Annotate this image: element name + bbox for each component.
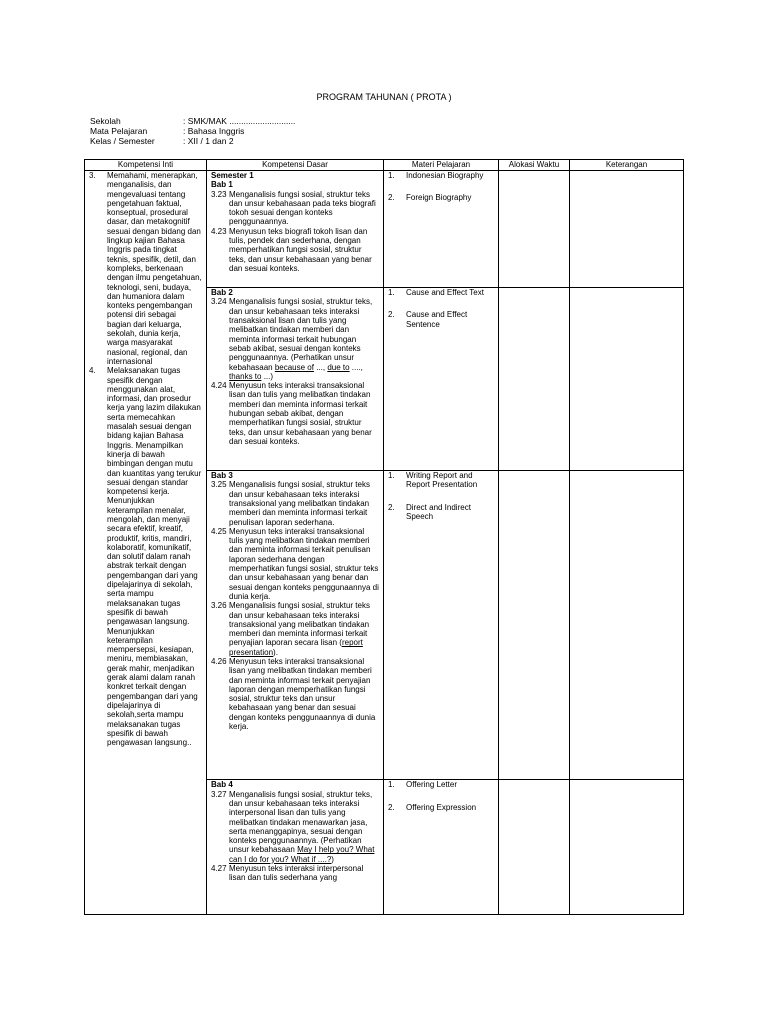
kompetensi-dasar-text	[229, 297, 379, 381]
meta-row-sekolah	[90, 116, 383, 126]
materi-text: Writing Report and Report Presentation	[406, 471, 478, 490]
kompetensi-dasar-item	[211, 657, 379, 731]
materi-cell	[384, 471, 499, 780]
kompetensi-dasar-text	[229, 657, 379, 731]
kompetensi-dasar-text	[229, 790, 379, 864]
kompetensi-dasar-text-part: Menganalisis fungsi sosial, struktur teks dan unsur kebahasaan pada teks biografi tokoh sesuai dengan konteks penggunaannya.	[229, 189, 376, 227]
meta-value: : XII / 1 dan 2	[183, 136, 234, 146]
kompetensi-dasar-text	[229, 527, 379, 601]
materi-item	[388, 471, 494, 490]
table-row	[85, 171, 684, 288]
kompetensi-dasar-number: 3.24	[211, 297, 227, 307]
keterangan-cell	[570, 288, 684, 471]
header-kompetensi-dasar: Kompetensi Dasar	[207, 160, 384, 171]
kompetensi-dasar-underlined-text: due to	[327, 362, 350, 372]
header-kompetensi-inti: Kompetensi Inti	[85, 160, 207, 171]
materi-list	[388, 471, 494, 521]
meta-label: Kelas / Semester	[90, 136, 155, 146]
kompetensi-dasar-text	[229, 601, 379, 657]
materi-item	[388, 310, 494, 329]
bab-label: Bab 2	[211, 288, 233, 298]
materi-cell	[384, 288, 499, 471]
kompetensi-dasar-text-part: ...,	[313, 362, 328, 372]
kompetensi-dasar-text-part: Menganalisis fungsi sosial, struktur teks, dan unsur kebahasaan teks interaksi interpersonal lisan dan tulis yang melibatkan tindakan menawarkan jasa, serta menanggapinya, sesuai dengan konteks penggunaannya. (Perhatikan unsur kebahasaan	[229, 789, 373, 855]
kompetensi-dasar-number: 4.24	[211, 381, 227, 391]
materi-item	[388, 780, 494, 789]
keterangan-cell	[570, 471, 684, 780]
kompetensi-dasar-text	[229, 480, 379, 526]
bab-label: Bab 3	[211, 471, 233, 481]
document-title: PROGRAM TAHUNAN ( PROTA )	[316, 92, 452, 102]
semester-label: Semester 1	[211, 171, 254, 180]
kompetensi-inti-text: Memahami, menerapkan, menganalisis, dan mengevaluasi tentang pengetahuan faktual, konseptual, prosedural dasar, dan metakognitif sesuai dengan bidang dan lingkup kajian Bahasa Inggris pada tingkat teknis, spesifik, detil, dan kompleks, berkenaan dengan ilmu pengetahuan, teknologi, seni, budaya, dan humaniora dalam konteks pengembangan potensi diri sebagai bagian dari keluarga, sekolah, dunia kerja, warga masyarakat nasional, regional, dan internasional	[107, 171, 202, 366]
kompetensi-dasar-number: 4.25	[211, 526, 227, 536]
materi-item	[388, 503, 494, 522]
meta-row-kelas-semester	[90, 136, 383, 146]
kompetensi-dasar-text-part: Menganalisis fungsi sosial, struktur teks dan unsur kebahasaan teks interaksi transaksional yang melibatkan tindakan memberi dan meminta informasi terkait penyajian laporan secara lisan (	[229, 601, 370, 648]
meta-value: : Bahasa Inggris	[183, 126, 245, 136]
kompetensi-dasar-text-part: Menganalisis fungsi sosial, struktur teks dan unsur kebahasaan teks interaksi transaksional yang melibatkan tindakan memberi dan meminta informasi terkait penulisan laporan sederhana.	[229, 480, 370, 527]
keterangan-cell	[570, 171, 684, 288]
kompetensi-dasar-text-part: )	[331, 854, 334, 864]
kompetensi-dasar-number: 4.26	[211, 656, 227, 666]
alokasi-waktu-cell	[499, 171, 570, 288]
kompetensi-dasar-text	[229, 227, 379, 273]
meta-label: Mata Pelajaran	[90, 126, 148, 136]
kompetensi-inti-number: 4.	[89, 366, 96, 376]
keterangan-cell	[570, 780, 684, 915]
kompetensi-dasar-number: 3.26	[211, 601, 227, 611]
materi-text: Cause and Effect Sentence	[406, 310, 468, 329]
kompetensi-dasar-item	[211, 190, 379, 227]
materi-text: Cause and Effect Text	[406, 288, 484, 298]
kompetensi-dasar-text-part: Menyusun teks interaksi transaksional lisan dan tulis yang melibatkan tindakan memberi dan meminta informasi terkait hubungan sebab akibat, dengan memperhatikan fungsi sosial, struktur teks, dan unsur kebahasaan yang benar dan sesuai konteks.	[229, 381, 372, 446]
kompetensi-dasar-item	[211, 480, 379, 526]
materi-text: Offering Letter	[406, 780, 457, 790]
kompetensi-dasar-item	[211, 601, 379, 657]
materi-text: Offering Expression	[406, 802, 477, 812]
kompetensi-inti-text: Melaksanakan tugas spesifik dengan menggunakan alat, informasi, dan prosedur kerja yang lazim dilakukan serta memecahkan masalah sesuai dengan bidang kajian Bahasa Inggris. Menampilkan kinerja di bawah bimbingan dengan mutu dan kuantitas yang terukur sesuai dengan standar kompetensi kerja. Menunjukkan keterampilan menalar, mengolah, dan menyaji secara efektif, kreatif, produktif, kritis, mandiri, kolaboratif, komunikatif, dan solutif dalam ranah abstrak terkait dengan pengembangan dari yang dipelajarinya di sekolah, serta mampu melaksanakan tugas spesifik di bawah pengawasan langsung. Menunjukkan keterampilan mempersepsi, kesiapan, meniru, membiasakan, gerak mahir, menjadikan gerak alami dalam ranah konkret terkait dengan pengembangan dari yang dipelajarinya di sekolah,serta mampu melaksanakan tugas spesifik di bawah pengawasan langsung..	[107, 366, 202, 748]
materi-text: Indonesian Biography	[406, 171, 484, 180]
header-keterangan: Keterangan	[570, 160, 684, 171]
meta-value: : SMK/MAK ............................	[183, 116, 296, 126]
materi-item	[388, 193, 494, 202]
table-header-row	[85, 160, 684, 171]
materi-number: 2.	[388, 310, 395, 320]
kompetensi-dasar-cell	[207, 780, 384, 915]
kompetensi-dasar-text-part: ....,	[349, 362, 363, 372]
meta-label: Sekolah	[90, 116, 121, 126]
materi-number: 1.	[388, 780, 395, 790]
kompetensi-dasar-item	[211, 527, 379, 601]
kompetensi-dasar-text-part: Menyusun teks interaksi transaksional tulis yang melibatkan tindakan memberi dan meminta informasi terkait penulisan laporan sederhana dengan memperhatikan fungsi sosial, struktur teks dan unsur kebahasaan yang benar dan sesuai dengan konteks penggunaannya di dunia kerja.	[229, 526, 379, 601]
materi-text: Foreign Biography	[406, 193, 472, 203]
document-meta	[90, 116, 383, 146]
materi-item	[388, 803, 494, 812]
kompetensi-inti-number: 3.	[89, 171, 96, 180]
header-alokasi-waktu: Alokasi Waktu	[499, 160, 570, 171]
materi-number: 2.	[388, 802, 395, 812]
materi-number: 2.	[388, 193, 395, 203]
kompetensi-dasar-number: 4.23	[211, 226, 227, 236]
materi-cell	[384, 171, 499, 288]
kompetensi-dasar-cell	[207, 171, 384, 288]
materi-number: 1.	[388, 171, 395, 180]
materi-list	[388, 171, 494, 203]
kompetensi-dasar-item	[211, 227, 379, 273]
kompetensi-dasar-underlined-text: because of	[274, 362, 314, 372]
materi-list	[388, 780, 494, 812]
meta-row-mata-pelajaran	[90, 126, 383, 136]
kompetensi-inti-item	[89, 366, 202, 747]
kompetensi-dasar-number: 4.27	[211, 864, 227, 874]
materi-item	[388, 171, 494, 180]
kompetensi-dasar-cell	[207, 471, 384, 780]
materi-item	[388, 288, 494, 297]
kompetensi-dasar-item	[211, 790, 379, 864]
kompetensi-dasar-cell	[207, 288, 384, 471]
kompetensi-dasar-text	[229, 381, 379, 446]
kompetensi-dasar-text-part: Menganalisis fungsi sosial, struktur teks, dan unsur kebahasaan teks interaksi transaksional lisan dan tulis yang melibatkan tindakan memberi dan meminta informasi terkait hubungan sebab akibat, sesuai dengan konteks penggunaannya. (Perhatikan unsur kebahasaan	[229, 297, 373, 372]
kompetensi-dasar-underlined-text: report presentation	[229, 638, 363, 657]
header-materi-pelajaran: Materi Pelajaran	[384, 160, 499, 171]
materi-list	[388, 288, 494, 329]
alokasi-waktu-cell	[499, 288, 570, 471]
materi-number: 1.	[388, 288, 395, 298]
kompetensi-inti-item	[89, 171, 202, 366]
kompetensi-dasar-text-part: ...)	[261, 371, 274, 381]
kompetensi-dasar-text-part: Menyusun teks interaksi transaksional lisan yang melibatkan tindakan memberi dan meminta informasi terkait penyajian laporan dengan memperhatikan fungsi sosial, struktur teks dan unsur kebahasaan yang benar dan sesuai dengan konteks penggunaannya di dunia kerja.	[229, 656, 376, 732]
prota-table	[84, 159, 684, 915]
bab-label: Bab 1	[211, 180, 233, 190]
kompetensi-dasar-text-part: ).	[273, 647, 278, 657]
alokasi-waktu-cell	[499, 780, 570, 915]
kompetensi-dasar-number: 3.27	[211, 789, 227, 799]
kompetensi-dasar-text	[229, 190, 379, 227]
materi-cell	[384, 780, 499, 915]
kompetensi-dasar-text-part: Menyusun teks interaksi interpersonal lisan dan tulis sederhana yang	[229, 864, 364, 883]
alokasi-waktu-cell	[499, 471, 570, 780]
kompetensi-dasar-text	[229, 864, 379, 883]
kompetensi-dasar-item	[211, 381, 379, 446]
materi-number: 2.	[388, 502, 395, 512]
materi-text: Direct and Indirect Speech	[406, 502, 471, 521]
kompetensi-dasar-text-part: Menyusun teks biografi tokoh lisan dan tulis, pendek dan sederhana, dengan memperhatikan fungsi sosial, struktur teks, dan unsur kebahasaan yang benar dan sesuai konteks.	[229, 226, 372, 273]
kompetensi-dasar-item	[211, 864, 379, 883]
kompetensi-inti-cell	[85, 171, 207, 915]
kompetensi-dasar-number: 3.23	[211, 189, 227, 199]
materi-number: 1.	[388, 471, 395, 481]
kompetensi-dasar-item	[211, 297, 379, 381]
kompetensi-dasar-underlined-text: May I help you? What can I do for you? What if ....?	[229, 845, 375, 864]
kompetensi-dasar-underlined-text: thanks to	[229, 371, 262, 381]
kompetensi-dasar-number: 3.25	[211, 480, 227, 490]
bab-label: Bab 4	[211, 780, 233, 790]
